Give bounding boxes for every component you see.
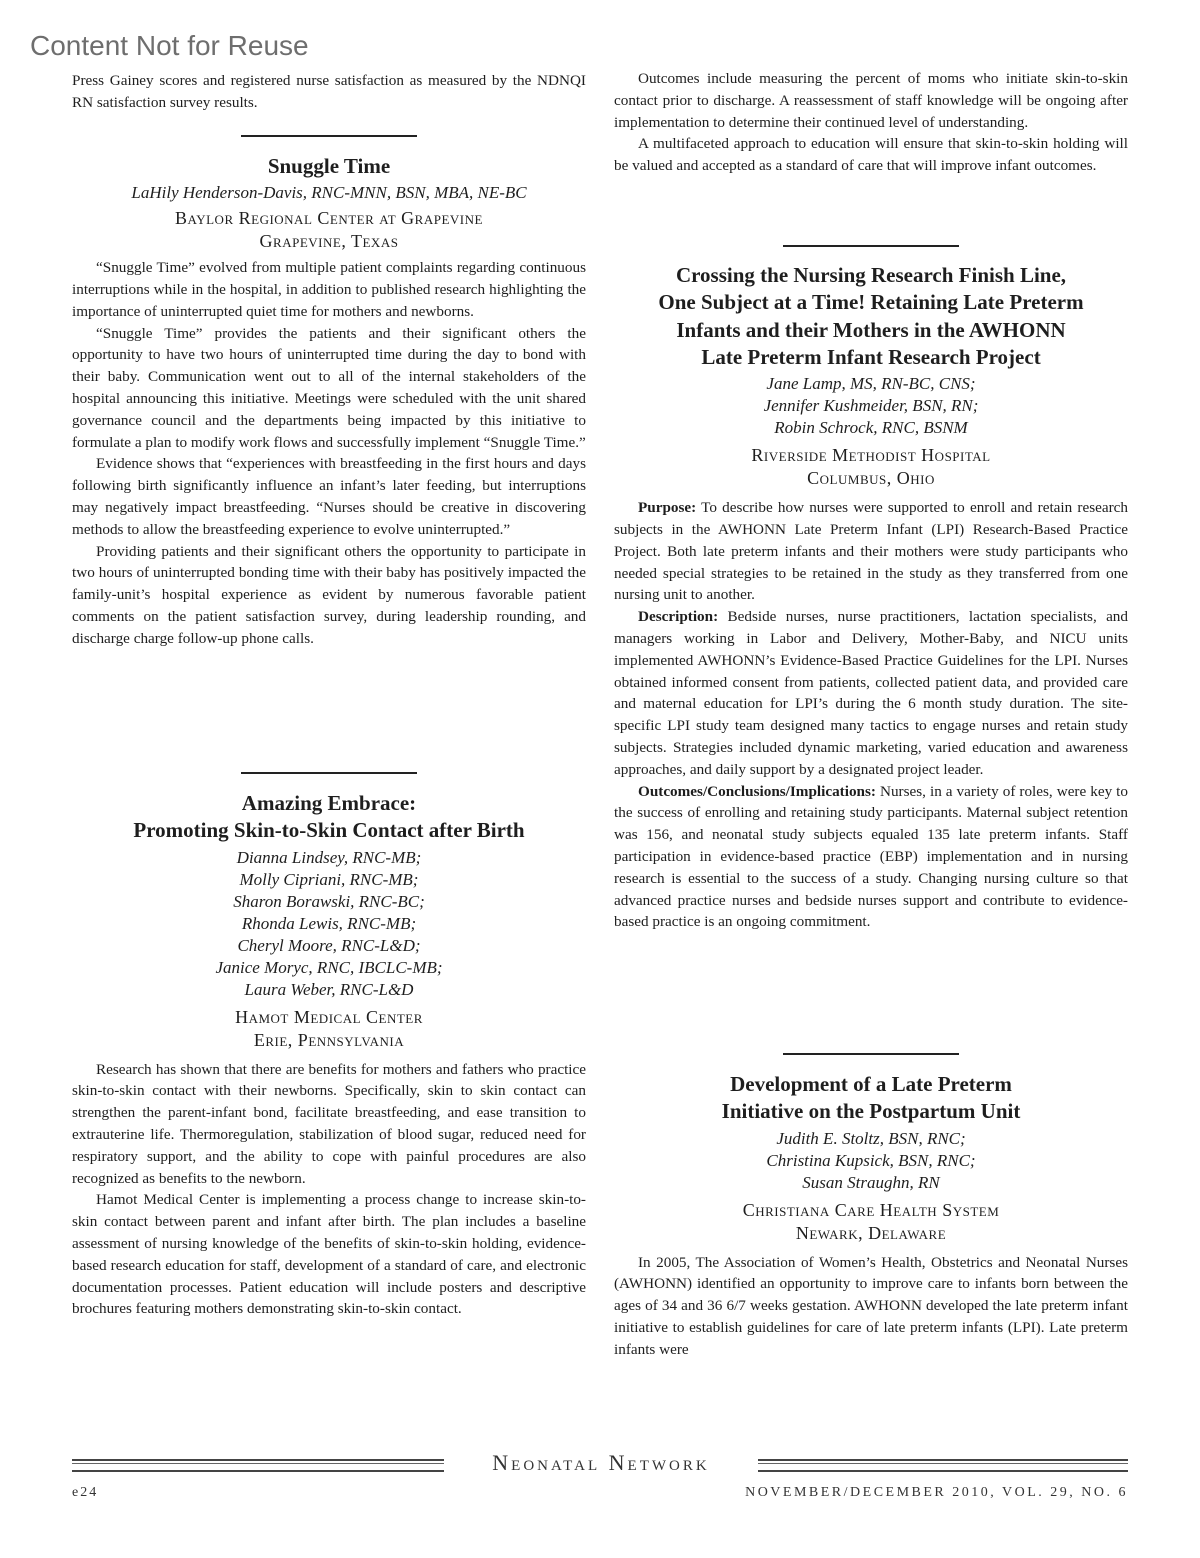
section-divider — [241, 772, 417, 774]
article-author: Susan Straughn, RN — [802, 1172, 940, 1192]
paragraph: Press Gainey scores and registered nurse satisfaction as measured by the NDNQI RN satisfaction survey results. — [72, 72, 586, 111]
article-author: Sharon Borawski, RNC-BC; — [233, 891, 425, 911]
paragraph: In 2005, The Association of Women’s Health, Obstetrics and Neonatal Nurses (AWHONN) identified an opportunity to improve care to infants born between the ages of 34 and 36 6/7 weeks gestation. AWHONN developed the late preterm infant initiative to establish guidelines for care of late preterm infants (LPI). Late preterm infants were — [614, 1253, 1128, 1358]
institution-location: Columbus, Ohio — [807, 468, 935, 489]
footer-rule-left — [72, 1459, 444, 1472]
institution-name: Baylor Regional Center at Grapevine — [175, 208, 483, 229]
article-title-line: Crossing the Nursing Research Finish Line, — [675, 263, 1067, 287]
section-label: Description: — [638, 608, 719, 626]
article-author: Molly Cipriani, RNC-MB; — [239, 869, 419, 889]
article-title-line: Amazing Embrace: — [241, 791, 417, 815]
article-title-line: Promoting Skin-to-Skin Contact after Birth — [133, 818, 525, 843]
institution-name: Christiana Care Health System — [742, 1199, 1000, 1220]
article-title-line: Initiative on the Postpartum Unit — [721, 1099, 1021, 1124]
outcomes-paragraph — [614, 781, 1128, 934]
section-text: Nurses, in a variety of roles, were key to the success of enrolling and retaining study participants. Maternal subject retention was 156, and neonatal study subjects equaled 135 late preterm infants. Staff participation in evidence-based practice (EBP) implementation and in nursing research is essential to the success of a study. Changing nursing culture so that advanced practice nurses and bedside nurses support and contribute to evidence-based practice is an ongoing commitment. — [614, 782, 1128, 931]
institution-name: Hamot Medical Center — [235, 1006, 423, 1027]
section-text: To describe how nurses were supported to enroll and retain research subjects in the AWHONN Late Preterm Infant (LPI) Research-Based Practice Project. Both late preterm infants and their mothers were study participants who needed special strategies to be retained in the study as they transferred from one nursing unit to another. — [614, 499, 1128, 604]
article-author: Jane Lamp, MS, RN-BC, CNS; — [766, 374, 976, 394]
paragraph: Research has shown that there are benefits for mothers and fathers who practice skin-to-skin contact with their newborns. Specifically, skin to skin contact can strengthen the parent-infant bond, facilitate breastfeeding, and ease transition to extrauterine life. Thermoregulation, stabilization of blood sugar, reduced need for respiratory support, and the ability to cope with painful procedures are also recognized as benefits to the newborn. — [72, 1060, 586, 1187]
paragraph: Hamot Medical Center is implementing a process change to increase skin-to-skin contact between parent and infant after birth. The plan includes a baseline assessment of nursing knowledge of the benefits of skin-to-skin holding, evidence-based research education for staff, development of a standard of care, and electronic documentation processes. Patient education will include posters and descriptive brochures featuring mothers demonstrating skin-to-skin contact. — [72, 1191, 586, 1318]
section-divider — [241, 135, 417, 137]
article-author: Judith E. Stoltz, BSN, RNC; — [776, 1128, 966, 1148]
article-title-line: Late Preterm Infant Research Project — [701, 344, 1041, 369]
institution-location: Erie, Pennsylvania — [253, 1029, 405, 1050]
institution-location: Newark, Delaware — [795, 1222, 947, 1243]
article-amazing-embrace — [72, 790, 586, 1320]
intro-text — [72, 70, 586, 114]
institution-location: Grapevine, Texas — [259, 231, 399, 252]
paragraph: “Snuggle Time” provides the patients and their significant others the opportunity to have two hours of uninterrupted time during the day to bond with their baby. Communication went out to all of the internal stakeholders of the hospital announcing this initiative. Meetings were scheduled with the unit shared governance council and the departments being impacted by this initiative to formulate a plan to modify work flows and successfully implement “Snuggle Time.” — [72, 324, 586, 451]
page-number: e24 — [72, 1485, 99, 1500]
article-crossing-finish-line — [614, 262, 1128, 933]
article-title-line: Development of a Late Preterm — [730, 1072, 1012, 1096]
article-author: LaHily Henderson-Davis, RNC-MNN, BSN, MBA, NE-BC — [131, 183, 527, 203]
article-late-preterm-initiative — [614, 1071, 1128, 1361]
article-author: Robin Schrock, RNC, BSNM — [774, 418, 968, 438]
footer-rule-right — [758, 1459, 1128, 1472]
section-label: Purpose: — [638, 499, 697, 517]
journal-name: Neonatal Network — [492, 1450, 710, 1475]
intro-text — [614, 68, 1128, 177]
article-author: Cheryl Moore, RNC-L&D; — [237, 935, 421, 955]
description-paragraph — [614, 606, 1128, 780]
article-author: Dianna Lindsey, RNC-MB; — [236, 847, 422, 867]
paragraph: Providing patients and their significant others the opportunity to participate in two hours of uninterrupted bonding time with their baby has positively impacted the family-unit’s hospital experience as evident by numerous favorable patient comments on the patient satisfaction survey, during leadership rounding, and discharge charge follow-up phone calls. — [72, 542, 586, 647]
paragraph: A multifaceted approach to education will ensure that skin-to-skin holding will be valued and accepted as a standard of care that will improve infant outcomes. — [614, 135, 1128, 175]
article-author: Christina Kupsick, BSN, RNC; — [766, 1150, 976, 1170]
article-author: Jennifer Kushmeider, BSN, RN; — [763, 396, 979, 416]
section-text: Bedside nurses, nurse practitioners, lactation specialists, and managers working in Labor and Delivery, Mother-Baby, and NICU units implemented AWHONN’s Evidence-Based Practice Guidelines for the LPI. Nurses obtained informed consent from patients, collected patient data, and provided care and maternal education for LPI’s during the 6 month study duration. The site-specific LPI study team designed many tactics to engage nurses and retain study subjects. Strategies included dynamic marketing, varied education and awareness approaches, and daily support by a designated project leader. — [614, 608, 1128, 778]
purpose-paragraph — [614, 497, 1128, 606]
article-snuggle-time — [72, 153, 586, 650]
institution-name: Riverside Methodist Hospital — [751, 445, 991, 466]
section-divider — [783, 245, 959, 247]
article-title-line: One Subject at a Time! Retaining Late Preterm — [658, 290, 1084, 315]
article-author: Janice Moryc, RNC, IBCLC-MB; — [215, 957, 443, 977]
watermark: Content Not for Reuse — [30, 30, 309, 61]
issue-info: NOVEMBER/DECEMBER 2010, VOL. 29, NO. 6 — [745, 1485, 1128, 1500]
section-divider — [783, 1053, 959, 1055]
article-author: Rhonda Lewis, RNC-MB; — [241, 913, 417, 933]
paragraph: “Snuggle Time” evolved from multiple patient complaints regarding continuous interruptions while in the hospital, in addition to published research highlighting the importance of uninterrupted quiet time for mothers and newborns. — [72, 259, 586, 320]
article-title-line: Infants and their Mothers in the AWHONN — [676, 317, 1066, 342]
section-label: Outcomes/Conclusions/Implications: — [638, 782, 876, 800]
paragraph: Outcomes include measuring the percent of moms who initiate skin-to-skin contact prior to discharge. A reassessment of staff knowledge will be ongoing after implementation to determine their continued level of understanding. — [614, 70, 1128, 131]
article-title: Snuggle Time — [267, 154, 391, 178]
article-author: Laura Weber, RNC-L&D — [244, 979, 414, 999]
paragraph: Evidence shows that “experiences with breastfeeding in the first hours and days following birth significantly influence an infant’s later feeding, but interruptions may negatively impact breastfeeding. “Nurses should be creative in discovering methods to allow the breastfeeding experience to evolve uninterrupted.” — [72, 455, 586, 538]
